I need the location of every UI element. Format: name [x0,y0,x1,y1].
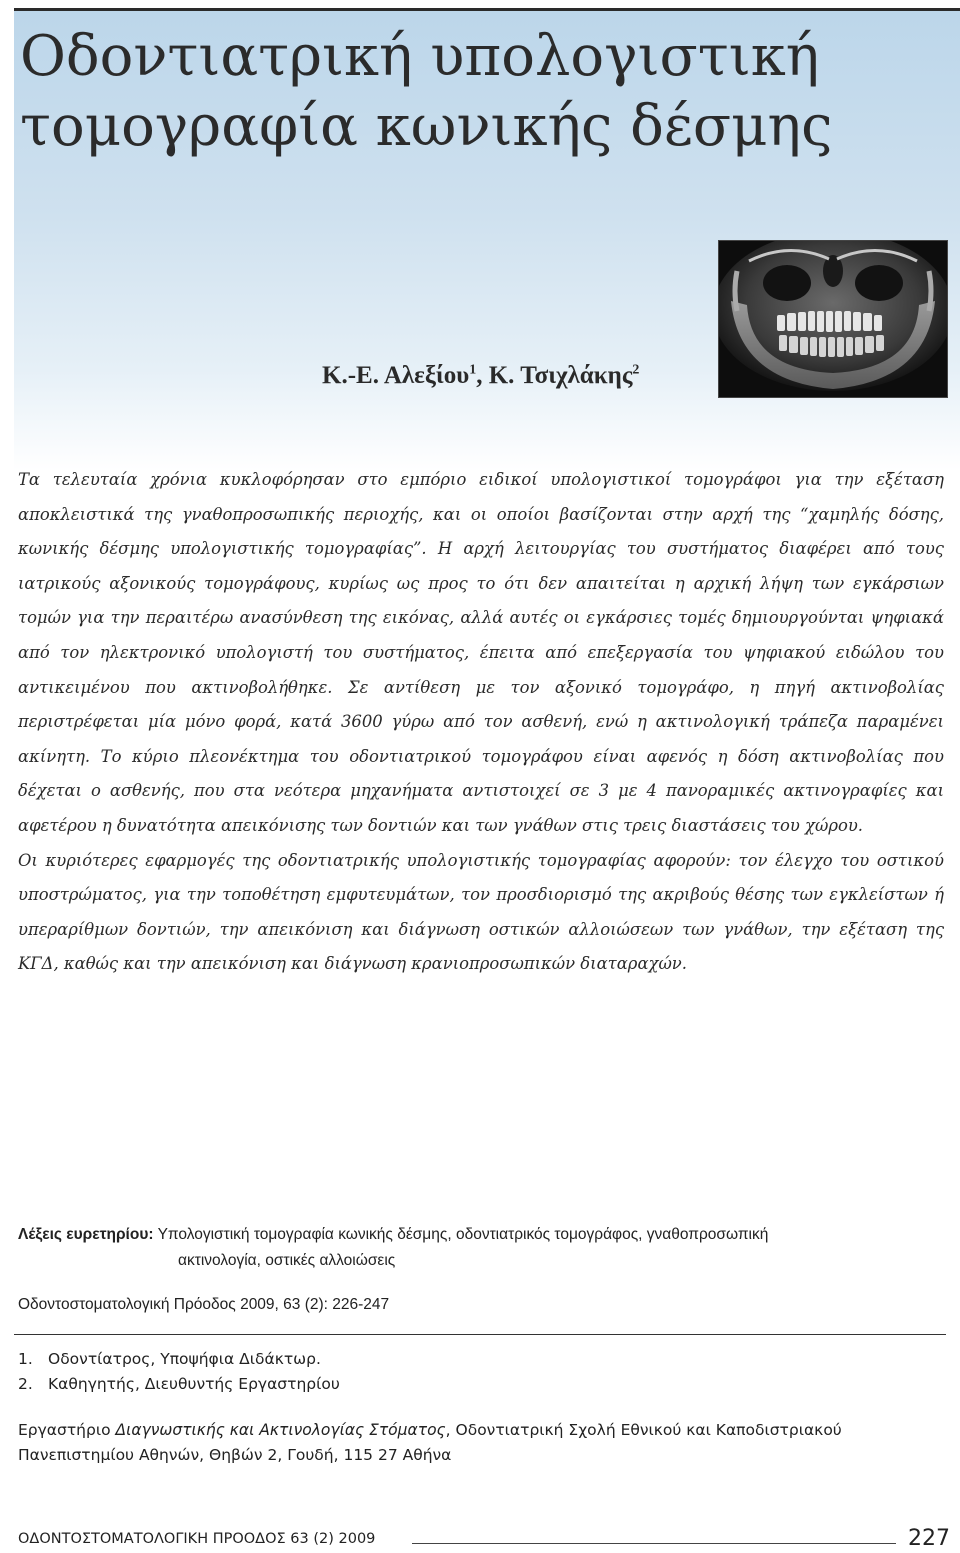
page-number: 227 [908,1526,950,1551]
xray-drawing [719,241,947,397]
keywords-label: Λέξεις ευρετηρίου: [18,1226,154,1243]
affiliation-2-text: Καθηγητής, Διευθυντής Εργαστηρίου [48,1375,340,1393]
affiliation-2-number: 2. [18,1375,33,1393]
author-1: Κ.-Ε. Αλεξίου [322,362,470,389]
lab-prefix: Εργαστήριο [18,1421,116,1439]
title-line-2: τομογραφία κωνικής δέσμης [20,94,833,159]
affiliations [18,1347,340,1397]
lab-address: , Οδοντιατρική Σχολή Εθνικού και Καποδιστριακού Πανεπιστημίου Αθηνών, Θηβών 2, Γουδή, 115 27 Αθήνα [18,1421,842,1464]
author-2-sup: 2 [632,362,640,378]
affiliation-1-text: Οδοντίατρος, Υποψήφια Διδάκτωρ. [48,1350,321,1368]
affiliation-1-number: 1. [18,1350,33,1368]
keywords-block [18,1222,938,1274]
affiliation-2 [18,1372,340,1397]
divider [14,1334,946,1335]
title-line-1: Οδοντιατρική υπολογιστική [20,24,820,89]
author-1-sup: 1 [469,362,477,378]
lab-name: Διαγνωστικής και Ακτινολογίας Στόματος [115,1421,446,1439]
laboratory-address [18,1418,948,1468]
abstract-paragraph-2: Οι κυριότερες εφαρμογές της οδοντιατρικής υπολογιστικής τομογραφίας αφορούν: τον έλεγχο του οστικού υποστρώματος, για την τοποθέτηση εμφυτευμάτων, τον προσδιορισμό της ακριβούς θέσης των εγκλείστων ή υπεραρίθμων δοντιών, την απεικόνιση και διάγνωση οστικών αλλοιώσεων των γνάθων, την εξέταση της ΚΓΔ, καθώς και την απεικόνιση και διάγνωση κρανιοπροσωπικών διαταραχών. [18,850,944,974]
panoramic-xray-image [718,240,948,398]
article-title [20,22,832,162]
author-2: , Κ. Τσιχλάκης [476,362,633,389]
abstract [18,463,944,982]
citation: Οδοντοστοματολογική Πρόοδος 2009, 63 (2): 226-247 [18,1296,390,1313]
keywords-line-2: ακτινολογία, οστικές αλλοιώσεις [178,1252,396,1269]
authors [322,362,639,390]
affiliation-1 [18,1347,340,1372]
footer-journal-title: ΟΔΟΝΤΟΣΤΟΜΑΤΟΛΟΓΙΚΗ ΠΡΟΟΔΟΣ 63 (2) 2009 [18,1531,376,1547]
abstract-paragraph-1: Τα τελευταία χρόνια κυκλοφόρησαν στο εμπόριο ειδικοί υπολογιστικοί τομογράφοι για την εξέταση αποκλειστικά της γναθοπροσωπικής περιοχής, και οι οποίοι βασίζονται στην αρχή της “χαμηλής δόσης, κωνικής δέσμης υπολογιστικής τομογραφίας”. Η αρχή λειτουργίας του συστήματος διαφέρει από τους ιατρικούς αξονικούς τομογράφους, κυρίως ως προς το ότι δεν απαιτείται η αρχική λήψη των εγκάρσιων τομών για την περαιτέρω ανασύνθεση της εικόνας, αλλά αυτές οι εγκάρσιες τομές δημιουργούνται ψηφιακά από τον ηλεκτρονικό υπολογιστή του συστήματος, έπειτα από επεξεργασία του ψηφιακού ειδώλου του αντικειμένου που ακτινοβολήθηκε. Σε αντίθεση με τον αξονικό τομογράφο, η πηγή ακτινοβολίας περιστρέφεται μία μόνο φορά, κατά 3600 γύρω από τον ασθενή, ενώ η ακτινολογική τράπεζα παραμένει ακίνητη. Το κύριο πλεονέκτημα του οδοντιατρικού τομογράφου είναι αφενός η δόση ακτινοβολίας που δέχεται ο ασθενής, που στα νεότερα μηχανήματα αντιστοιχεί σε 3 με 4 πανοραμικές ακτινογραφίες και αφετέρου η δυνατότητα απεικόνισης των δοντιών και των γνάθων στις τρεις διαστάσεις του χώρου. [18,470,944,835]
keywords-line-1: Υπολογιστική τομογραφία κωνικής δέσμης, οδοντιατρικός τομογράφος, γναθοπροσωπική [157,1226,769,1243]
footer-rule [412,1543,896,1544]
